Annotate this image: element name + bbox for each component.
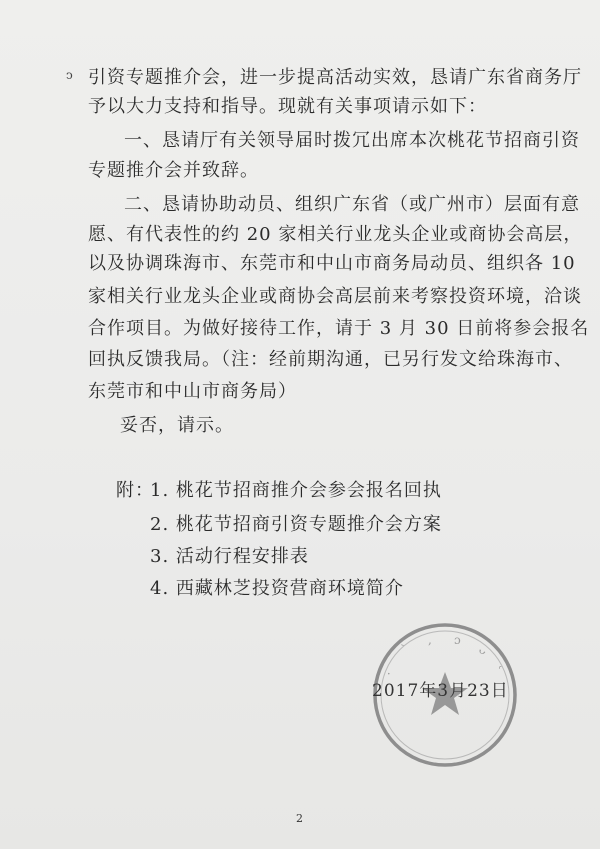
body-line: 东莞市和中山市商务局） — [88, 381, 297, 402]
svg-text:ʿ: ʿ — [492, 663, 504, 677]
body-line: 家相关行业龙头企业或商协会高层前来考察投资环境，洽谈 — [88, 286, 582, 307]
svg-text:ᴗ: ᴗ — [476, 642, 490, 658]
body-line: 二、恳请协助动员、组织广东省（或广州市）层面有意 — [124, 194, 580, 215]
svg-text:ɔ: ɔ — [454, 633, 461, 647]
attachment-label: 附： — [116, 480, 154, 501]
attachment-item: 3. 活动行程安排表 — [150, 546, 309, 567]
body-line: 予以大力支持和指导。现就有关事项请示如下： — [88, 96, 487, 117]
svg-text:,: , — [428, 633, 432, 647]
body-line: 合作项目。为做好接待工作，请于 3 月 30 日前将参会报名 — [88, 318, 590, 339]
attachment-item: 2. 桃花节招商引资专题推介会方案 — [150, 514, 442, 535]
body-line: 专题推介会并致辞。 — [88, 160, 259, 181]
body-line: 愿、有代表性的约 20 家相关行业龙头企业或商协会高层， — [88, 224, 583, 245]
margin-mark: ↄ — [66, 68, 73, 82]
svg-text:ˋ: ˋ — [399, 641, 411, 657]
body-line: 一、恳请厅有关领导届时拨冗出席本次桃花节招商引资 — [124, 130, 580, 151]
attachment-item: 1. 桃花节招商推介会参会报名回执 — [150, 480, 442, 501]
attachment-item: 4. 西藏林芝投资营商环境简介 — [150, 578, 404, 599]
body-line: 回执反馈我局。（注：经前期沟通，已另行发文给珠海市、 — [88, 349, 573, 370]
page-number: 2 — [296, 812, 303, 825]
body-line: 引资专题推介会，进一步提高活动实效，恳请广东省商务厅 — [88, 67, 582, 88]
svg-text:·: · — [382, 667, 395, 681]
closing-line: 妥否，请示。 — [120, 415, 234, 436]
body-line: 以及协调珠海市、东莞市和中山市商务局动员、组织各 10 — [88, 253, 576, 274]
document-date: 2017年3月23日 — [372, 681, 509, 701]
